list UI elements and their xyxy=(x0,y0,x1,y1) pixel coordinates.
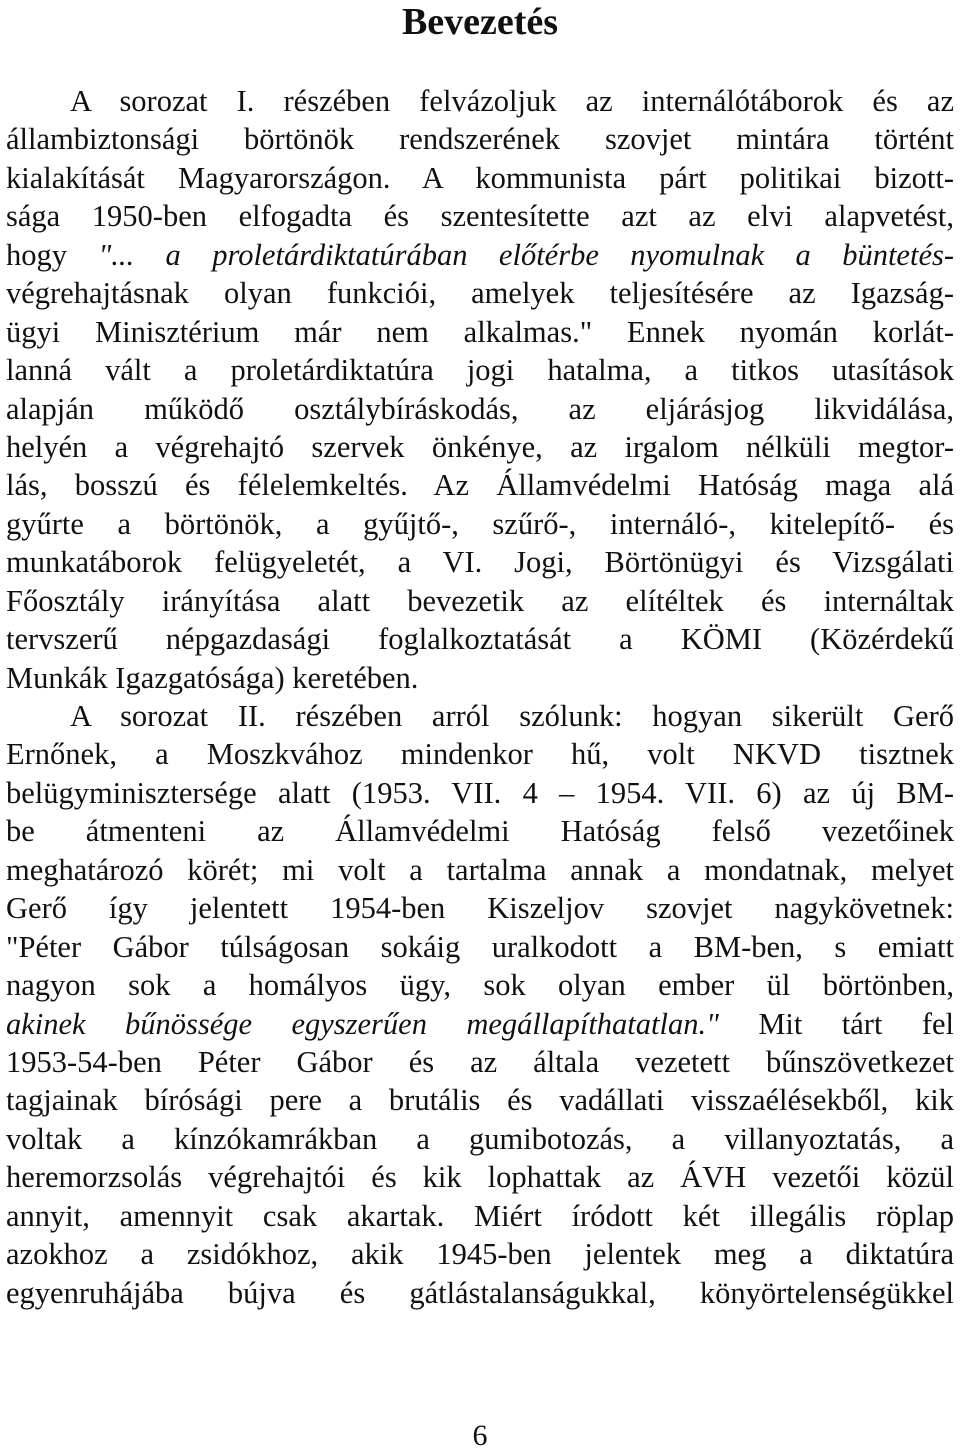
page-title: Bevezetés xyxy=(401,1,559,43)
text-line: kialakítását Magyarországon. A kommunista párt politikai bizott- xyxy=(6,160,954,195)
text-line: 1953-54-ben Péter Gábor és az általa vezetett bűnszövetkezet xyxy=(6,1044,954,1079)
page-number: 6 xyxy=(472,1419,488,1452)
italic-quote: "... a proletárdiktatúrában előtérbe nyomulnak a büntetés- xyxy=(98,237,954,272)
text-line: meghatározó körét; mi volt a tartalma annak a mondatnak, melyet xyxy=(6,852,954,887)
text-line: voltak a kínzókamrákban a gumibotozás, a villanyoztatás, a xyxy=(6,1121,954,1156)
italic-quote: akinek bűnössége egyszerűen megállapíthatatlan." xyxy=(6,1006,719,1041)
text-line xyxy=(6,1005,954,1043)
text-line: munkatáborok felügyeletét, a VI. Jogi, Börtönügyi és Vizsgálati xyxy=(6,545,954,580)
text-segment: hogy xyxy=(6,237,99,272)
text-line: A sorozat I. részében felvázoljuk az internálótáborok és az xyxy=(70,84,954,118)
text-line: ügyi Minisztérium már nem alkalmas." Ennek nyomán korlát- xyxy=(6,314,954,349)
text-line: Munkák Igazgatósága) keretében. xyxy=(6,660,419,695)
text-line: tervszerű népgazdasági foglalkoztatását a KÖMI (Közérdekű xyxy=(6,622,954,657)
text-line: annyit, amennyit csak akartak. Miért íródott két illegális röplap xyxy=(6,1198,954,1233)
text-line: nagyon sok a homályos ügy, sok olyan ember ül börtönben, xyxy=(6,968,954,1003)
text-line: alapján működő osztálybíráskodás, az eljárásjog likvidálása, xyxy=(6,391,954,426)
text-line: állambiztonsági börtönök rendszerének szovjet mintára történt xyxy=(6,122,954,157)
text-line: heremorzsolás végrehajtói és kik lophattak az ÁVH vezetői közül xyxy=(6,1160,954,1195)
text-line: végrehajtásnak olyan funkciói, amelyek teljesítésére az Igazság- xyxy=(6,276,954,311)
text-line: Ernőnek, a Moszkvához mindenkor hű, volt NKVD tisztnek xyxy=(6,737,954,772)
text-line: belügyminisztersége alatt (1953. VII. 4 – 1954. VII. 6) az új BM- xyxy=(6,775,954,810)
text-segment: Mit tárt fel xyxy=(718,1006,954,1041)
text-line: be átmenteni az Államvédelmi Hatóság felső vezetőinek xyxy=(6,814,954,849)
text-line xyxy=(6,236,954,274)
text-line: helyén a végrehajtó szervek önkénye, az irgalom nélküli megtor- xyxy=(6,429,954,464)
text-line: lanná vált a proletárdiktatúra jogi hatalma, a titkos utasítások xyxy=(6,353,954,388)
text-line: "Péter Gábor túlságosan sokáig uralkodott a BM-ben, s emiatt xyxy=(6,929,954,964)
text-line: lás, bosszú és félelemkeltés. Az Államvédelmi Hatóság maga alá xyxy=(6,468,954,503)
text-line: azokhoz a zsidókhoz, akik 1945-ben jelentek meg a diktatúra xyxy=(6,1237,954,1272)
text-line: Főosztály irányítása alatt bevezetik az elítéltek és internáltak xyxy=(6,583,954,618)
text-line: Gerő így jelentett 1954-ben Kiszeljov szovjet nagykövetnek: xyxy=(6,891,954,926)
text-line: sága 1950-ben elfogadta és szentesítette azt az elvi alapvetést, xyxy=(6,199,954,234)
text-line: gyűrte a börtönök, a gyűjtő-, szűrő-, internáló-, kitelepítő- és xyxy=(6,506,954,541)
text-line: tagjainak bírósági pere a brutális és vadállati visszaélésekből, kik xyxy=(6,1083,954,1118)
body-text xyxy=(6,82,954,1312)
text-line: egyenruhájába bújva és gátlástalanságukkal, könyörtelenségükkel xyxy=(6,1275,954,1310)
text-line: A sorozat II. részében arról szólunk: hogyan sikerült Gerő xyxy=(70,699,954,733)
